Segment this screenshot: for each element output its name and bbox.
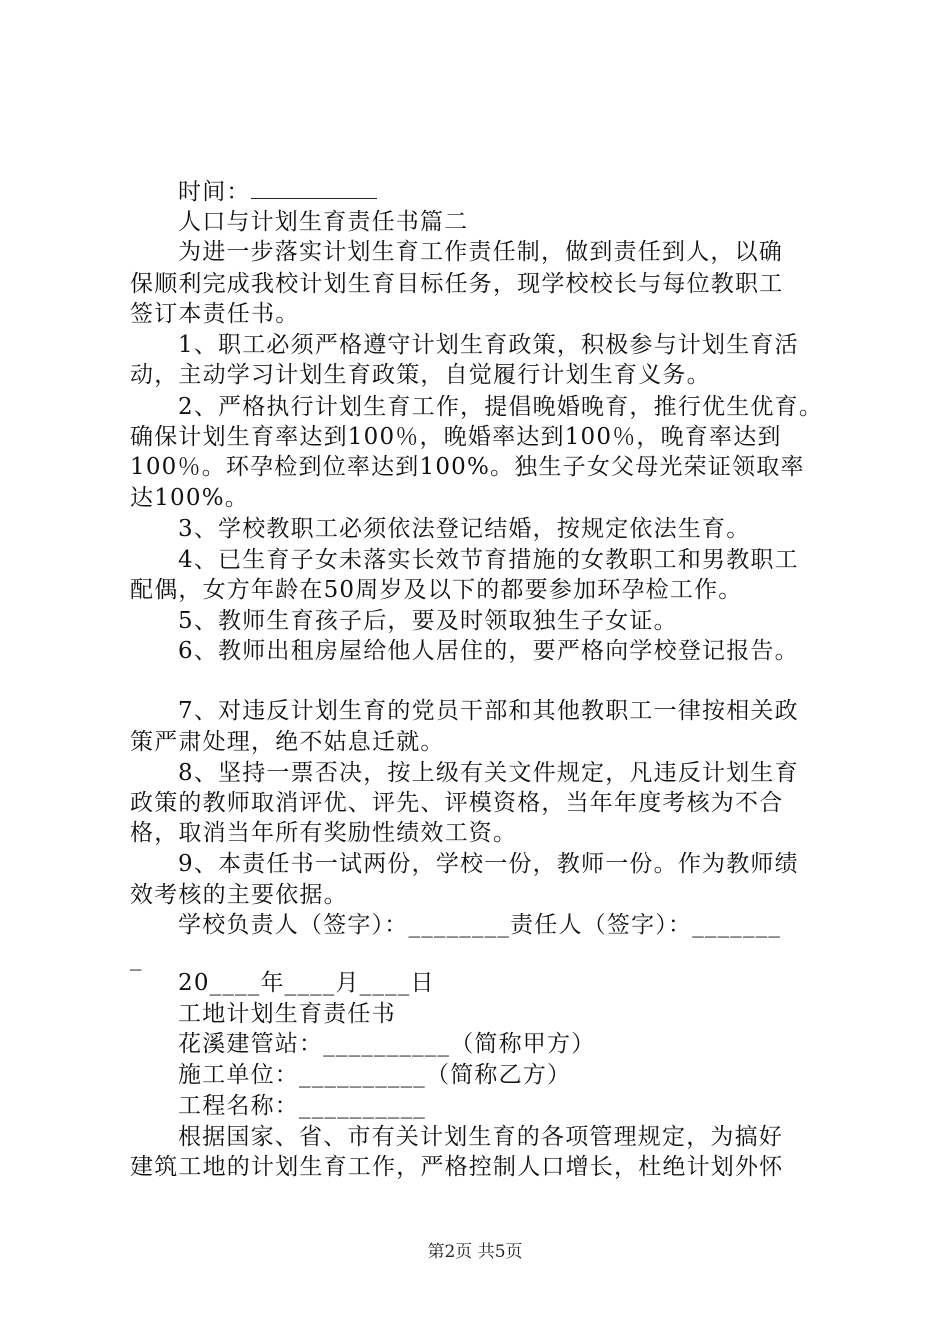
clause-line: 8、坚持一票否决，按上级有关文件规定，凡违反计划生育 (178, 760, 799, 786)
clause-line: 3、学校教职工必须依法登记结婚，按规定依法生育。 (178, 516, 751, 542)
clause-line: 动，主动学习计划生育政策，自觉履行计划生育义务。 (130, 362, 711, 388)
clause-line: 确保计划生育率达到100％，晚婚率达到100％，晚育率达到 (130, 424, 782, 450)
clause-line: 9、本责任书一试两份，学校一份，教师一份。作为教师绩 (178, 851, 799, 877)
section-heading: 工地计划生育责任书 (178, 1001, 396, 1027)
paragraph-line: 为进一步落实计划生育工作责任制，做到责任到人，以确 (178, 239, 783, 265)
clause-line: 策严肃处理，绝不姑息迁就。 (130, 729, 445, 755)
signature-line: 学校负责人（签字）：________责任人（签字）：_______ (178, 912, 782, 938)
clause-line: 达100%。 (130, 485, 249, 511)
paragraph-line: 根据国家、省、市有关计划生育的各项管理规定，为搞好 (178, 1124, 783, 1150)
clause-line: 1、职工必须严格遵守计划生育政策，积极参与计划生育活 (178, 332, 799, 358)
time-label: 时间： (178, 179, 251, 205)
clause-line: 效考核的主要依据。 (130, 882, 348, 908)
party-a-line: 花溪建管站：__________（简称甲方） (178, 1031, 596, 1057)
project-name-line: 工程名称：__________ (178, 1093, 426, 1119)
page-footer: 第2页 共5页 (427, 1242, 523, 1262)
date-line: 20____年____月____日 (178, 970, 435, 996)
paragraph-line: 保顺利完成我校计划生育目标任务，现学校校长与每位教职工 (130, 271, 784, 297)
clause-line: 6、教师出租房屋给他人居住的，要严格向学校登记报告。 (178, 638, 799, 664)
signature-line-overflow: _ (130, 945, 143, 971)
clause-line: 格，取消当年所有奖励性绩效工资。 (130, 820, 518, 846)
time-field (178, 176, 830, 208)
section-heading: 人口与计划生育责任书篇二 (178, 209, 469, 235)
clause-line: 4、已生育子女未落实长效节育措施的女教职工和男教职工 (178, 547, 799, 573)
paragraph-line: 建筑工地的计划生育工作，严格控制人口增长，杜绝计划外怀 (130, 1154, 784, 1180)
time-blank (251, 176, 377, 199)
paragraph-line: 签订本责任书。 (130, 301, 300, 327)
clause-line: 100％。环孕检到位率达到100%。独生子女父母光荣证领取率 (130, 454, 805, 480)
clause-line: 配偶，女方年龄在50周岁及以下的都要参加环孕检工作。 (130, 577, 743, 603)
clause-line: 政策的教师取消评优、评先、评模资格，当年年度考核为不合 (130, 790, 784, 816)
clause-line: 7、对违反计划生育的党员干部和其他教职工一律按相关政 (178, 698, 799, 724)
party-b-line: 施工单位：__________（简称乙方） (178, 1062, 572, 1088)
clause-line: 5、教师生育孩子后，要及时领取独生子女证。 (178, 608, 678, 634)
clause-line: 2、严格执行计划生育工作，提倡晚婚晚育，推行优生优育。 (178, 394, 824, 420)
